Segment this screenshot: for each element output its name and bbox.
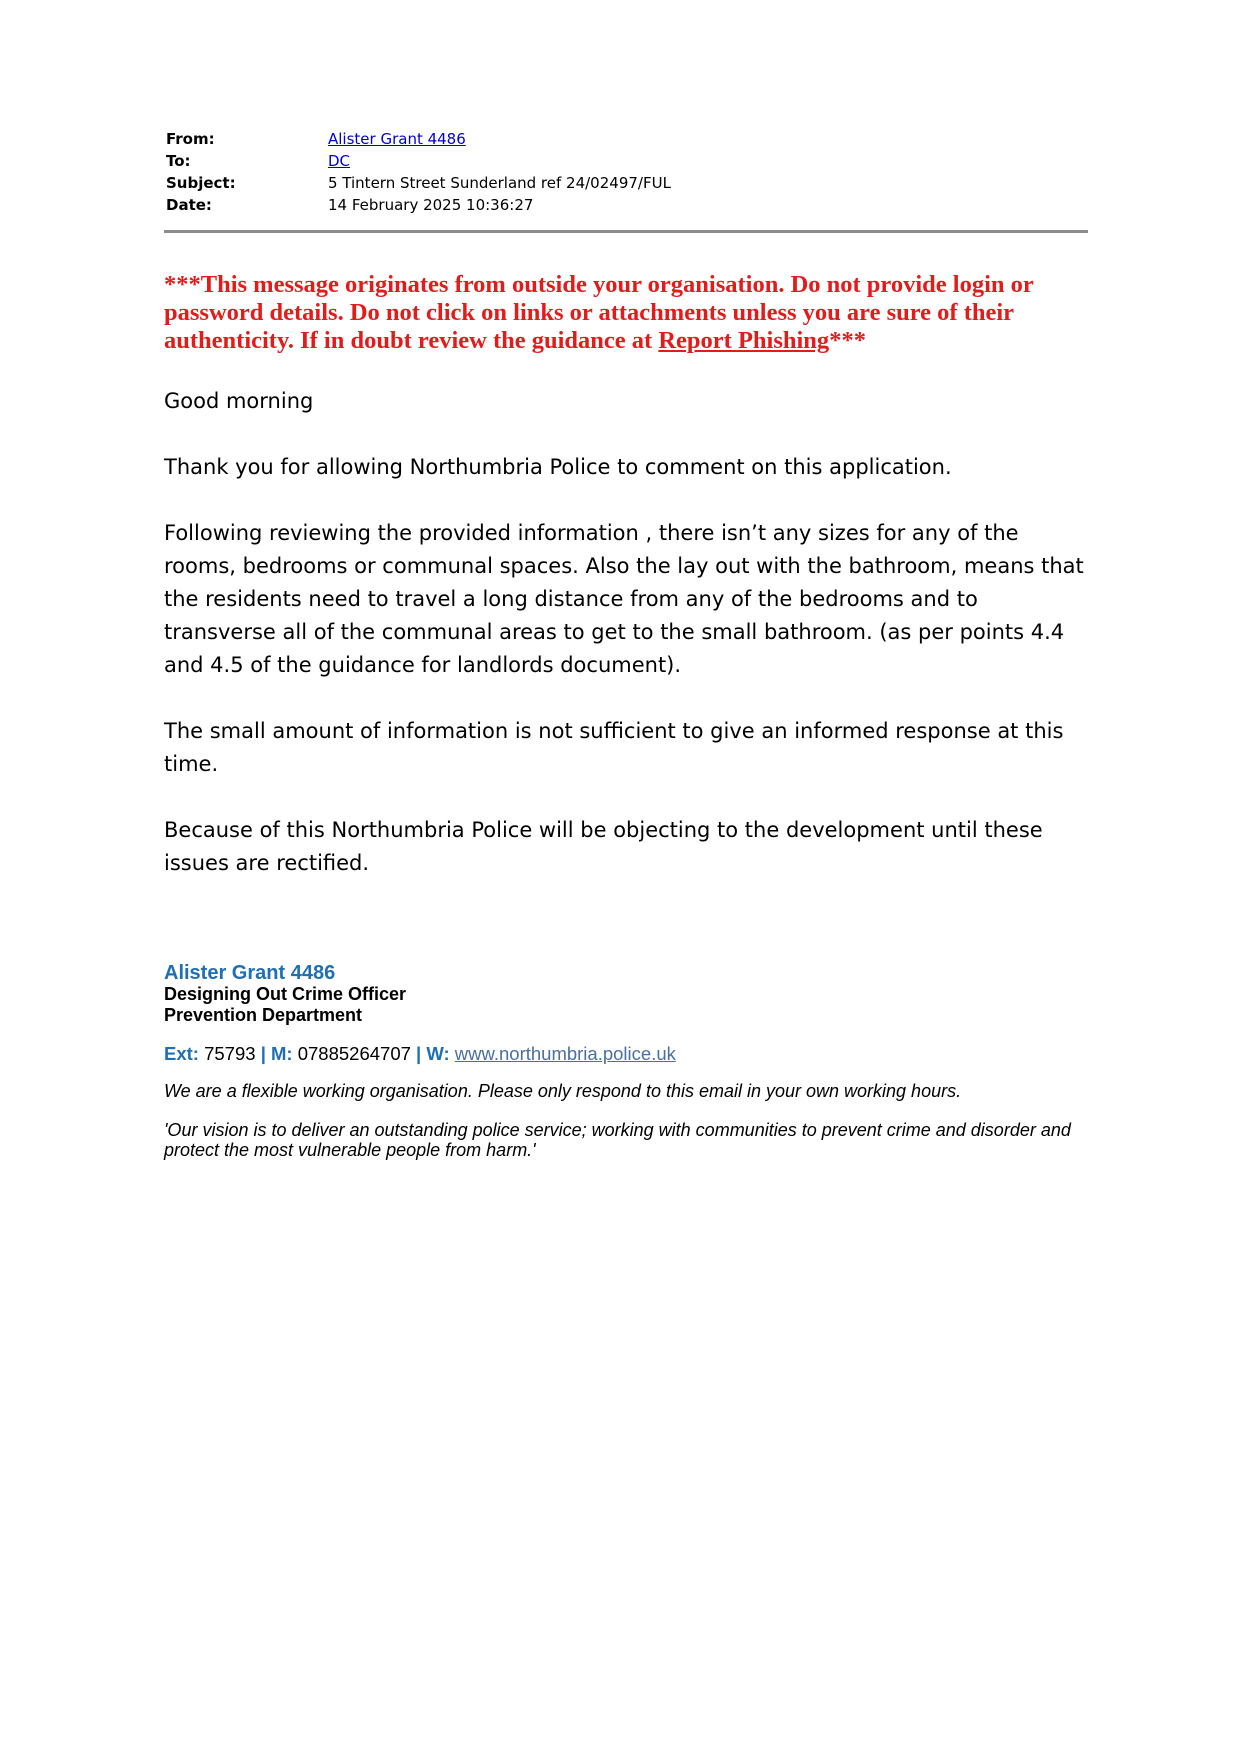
- warning-text: ***This message originates from outside your organisation. Do not provide login or password details. Do not click on links or attachments unless you are sure of their authenticity. If in doubt review the guidance at: [164, 271, 1034, 354]
- email-document: [164, 128, 1086, 1160]
- email-header: [164, 128, 1086, 216]
- from-value: [328, 128, 466, 150]
- from-label: From:: [166, 130, 215, 148]
- subject-row: [164, 172, 1086, 194]
- mobile-label: | M:: [260, 1043, 293, 1064]
- ext-label: Ext:: [164, 1043, 199, 1064]
- from-row: [164, 128, 1086, 150]
- website-link[interactable]: www.northumbria.police.uk: [454, 1043, 676, 1064]
- body-paragraph-1: Thank you for allowing Northumbria Police to comment on this application.: [164, 455, 952, 479]
- greeting: Good morning: [164, 389, 314, 413]
- to-link[interactable]: DC: [328, 152, 351, 170]
- date-row: [164, 194, 1086, 216]
- to-row: [164, 150, 1086, 172]
- from-link[interactable]: Alister Grant 4486: [328, 130, 466, 148]
- signature-contact: [164, 1043, 1086, 1065]
- body-paragraph-3: The small amount of information is not sufficient to give an informed response at this time.: [164, 719, 1064, 776]
- to-label: To:: [166, 152, 191, 170]
- report-phishing-link[interactable]: Report Phishing: [658, 327, 830, 354]
- to-value: [328, 150, 350, 172]
- body-paragraph-4: Because of this Northumbria Police will be objecting to the development until these issues are rectified.: [164, 818, 1043, 875]
- web-label: | W:: [416, 1043, 450, 1064]
- signature-role: Designing Out Crime Officer: [164, 984, 407, 1004]
- vision-statement: 'Our vision is to deliver an outstanding police service; working with communities to prevent crime and disorder and protect the most vulnerable people from harm.': [164, 1120, 1071, 1160]
- subject-value: 5 Tintern Street Sunderland ref 24/02497/FUL: [328, 174, 671, 192]
- flexible-working-note: We are a flexible working organisation. Please only respond to this email in your own working hours.: [164, 1081, 962, 1101]
- date-label: Date:: [166, 196, 212, 214]
- warning-suffix: ***: [829, 327, 866, 354]
- signature-department: Prevention Department: [164, 1005, 363, 1025]
- mobile-value: 07885264707: [292, 1043, 417, 1064]
- subject-label: Subject:: [166, 174, 236, 192]
- date-value: 14 February 2025 10:36:27: [328, 196, 534, 214]
- body-paragraph-2: Following reviewing the provided information , there isn’t any sizes for any of the rooms, bedrooms or communal spaces. Also the lay out with the bathroom, means that the residents need to travel a long distance from any of the bedrooms and to transverse all of the communal areas to get to the small bathroom. (as per points 4.4 and 4.5 of the guidance for landlords document).: [164, 521, 1084, 677]
- header-divider: [164, 230, 1088, 233]
- email-body: [164, 385, 1086, 880]
- email-signature: [164, 962, 1086, 1160]
- external-sender-warning: [164, 271, 1086, 355]
- signature-name: Alister Grant 4486: [164, 962, 336, 984]
- ext-value: 75793: [198, 1043, 261, 1064]
